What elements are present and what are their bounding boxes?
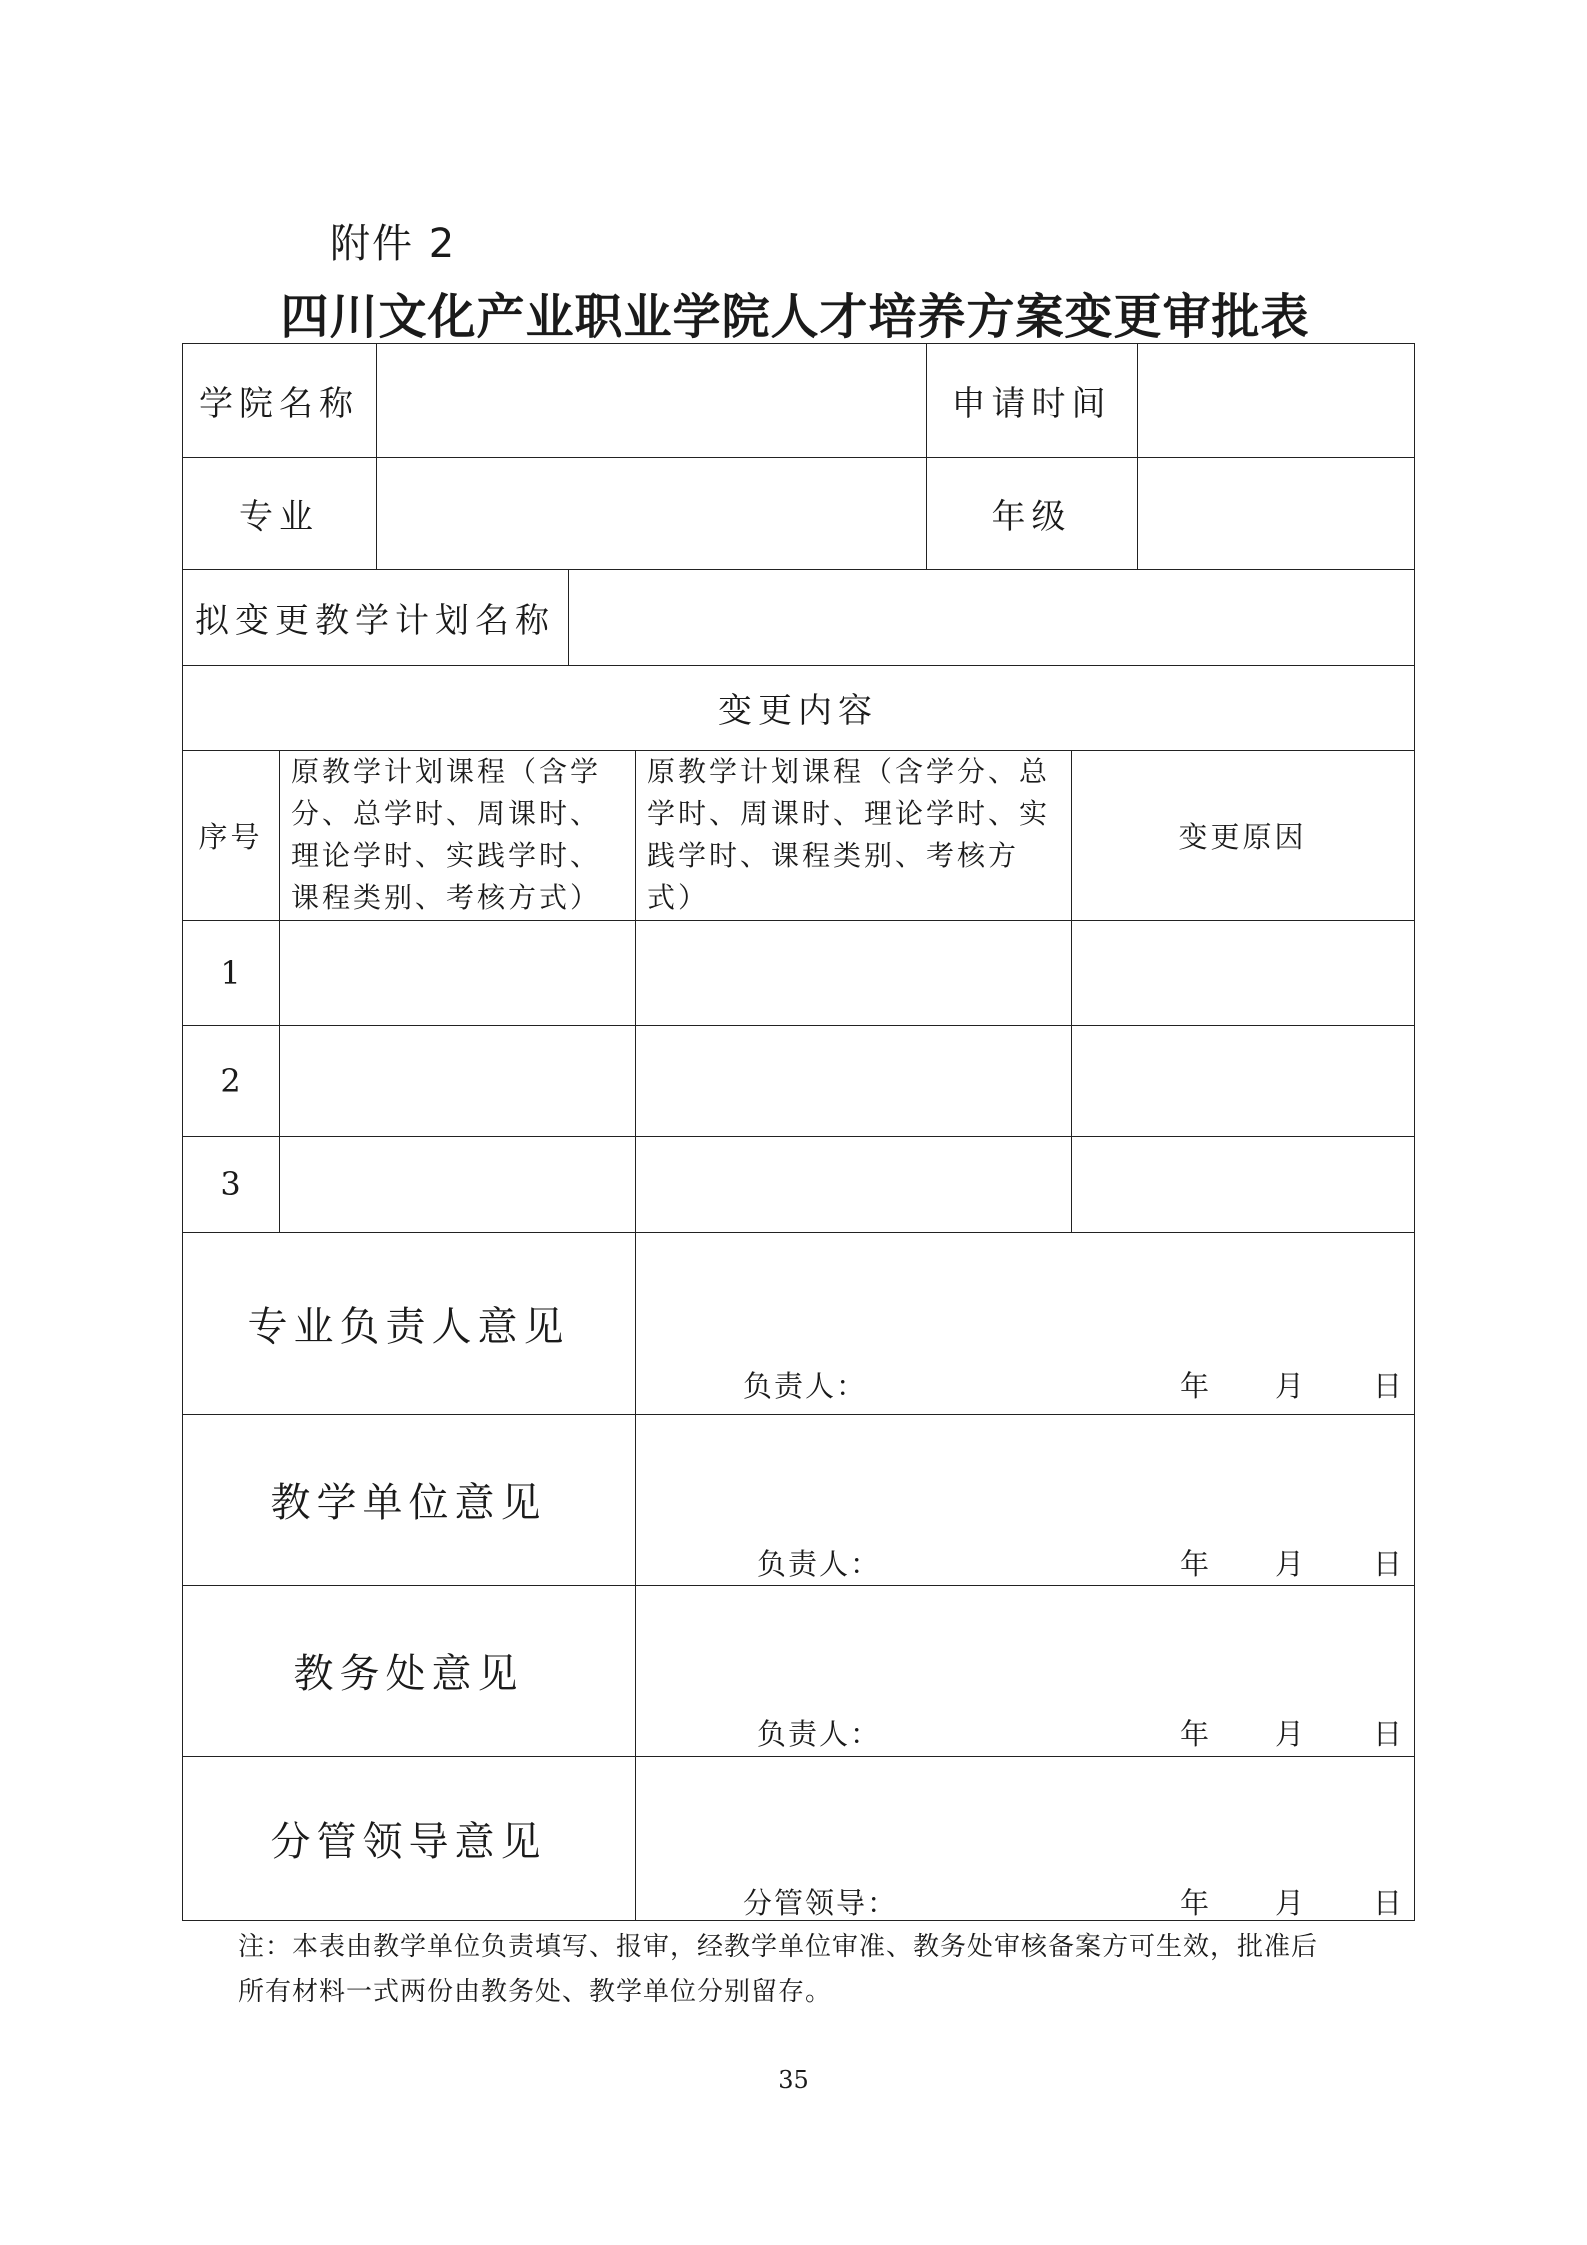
major-label: 专业	[239, 496, 319, 537]
footnote	[238, 1925, 1378, 2015]
original-course-cell[interactable]	[279, 1025, 635, 1136]
date-month: 月	[1275, 1717, 1307, 1751]
modified-course-cell[interactable]	[635, 920, 1071, 1025]
signer-label: 负责人：	[743, 1369, 868, 1403]
approval-table	[182, 343, 1415, 1921]
date-year: 年	[1180, 1369, 1212, 1403]
row-number: 2	[220, 1061, 241, 1100]
grade-field[interactable]	[1137, 457, 1414, 569]
leader-opinion-label: 分管领导意见	[270, 1818, 547, 1865]
modified-course-column-header: 原教学计划课程（含学分、总学时、周课时、理论学时、实践学时、课程类别、考核方式）	[647, 755, 1051, 914]
reason-cell[interactable]	[1071, 920, 1414, 1025]
change-content-heading: 变更内容	[718, 691, 878, 731]
college-name-field[interactable]	[376, 343, 926, 457]
date-month: 月	[1275, 1547, 1307, 1581]
plan-name-field[interactable]	[568, 569, 1414, 665]
original-course-cell[interactable]	[279, 920, 635, 1025]
signer-label: 分管领导：	[743, 1886, 899, 1920]
row-number: 1	[220, 953, 241, 992]
footnote-line: 注：本表由教学单位负责填写、报审，经教学单位审准、教务处审核备案方可生效，批准后	[238, 1932, 1319, 1962]
reason-cell[interactable]	[1071, 1136, 1414, 1232]
date-month: 月	[1275, 1886, 1307, 1920]
major-field[interactable]	[376, 457, 926, 569]
page-number: 35	[778, 2066, 809, 2094]
major-head-opinion-label: 专业负责人意见	[247, 1303, 570, 1350]
signer-label: 负责人：	[757, 1547, 882, 1581]
apply-time-label: 申请时间	[951, 383, 1112, 424]
date-day: 日	[1373, 1369, 1405, 1403]
date-year: 年	[1180, 1886, 1212, 1920]
teaching-unit-opinion-label: 教学单位意见	[270, 1480, 547, 1526]
plan-name-label: 拟变更教学计划名称	[195, 600, 555, 641]
reason-column-header: 变更原因	[1178, 819, 1307, 854]
reason-cell[interactable]	[1071, 1025, 1414, 1136]
attachment-label: 附件 2	[330, 221, 457, 267]
original-course-column-header: 原教学计划课程（含学分、总学时、周课时、理论学时、实践学时、课程类别、考核方式）	[291, 755, 602, 914]
table-border-right	[1414, 343, 1415, 1921]
academic-affairs-opinion-label: 教务处意见	[293, 1651, 524, 1697]
form-title: 四川文化产业职业学院人才培养方案变更审批表	[280, 289, 1310, 345]
date-day: 日	[1373, 1547, 1405, 1581]
grade-label: 年级	[991, 496, 1072, 537]
modified-course-cell[interactable]	[635, 1136, 1071, 1232]
date-day: 日	[1373, 1886, 1405, 1920]
signer-label: 负责人：	[757, 1717, 882, 1751]
row-number: 3	[220, 1165, 241, 1203]
date-day: 日	[1373, 1717, 1405, 1751]
college-name-label: 学院名称	[199, 383, 359, 424]
date-year: 年	[1180, 1717, 1212, 1751]
seq-column-header: 序号	[198, 819, 263, 854]
modified-course-cell[interactable]	[635, 1025, 1071, 1136]
apply-time-field[interactable]	[1137, 343, 1414, 457]
date-month: 月	[1275, 1369, 1307, 1403]
footnote-line: 所有材料一式两份由教务处、教学单位分别留存。	[238, 1977, 833, 2007]
original-course-cell[interactable]	[279, 1136, 635, 1232]
date-year: 年	[1180, 1547, 1212, 1581]
